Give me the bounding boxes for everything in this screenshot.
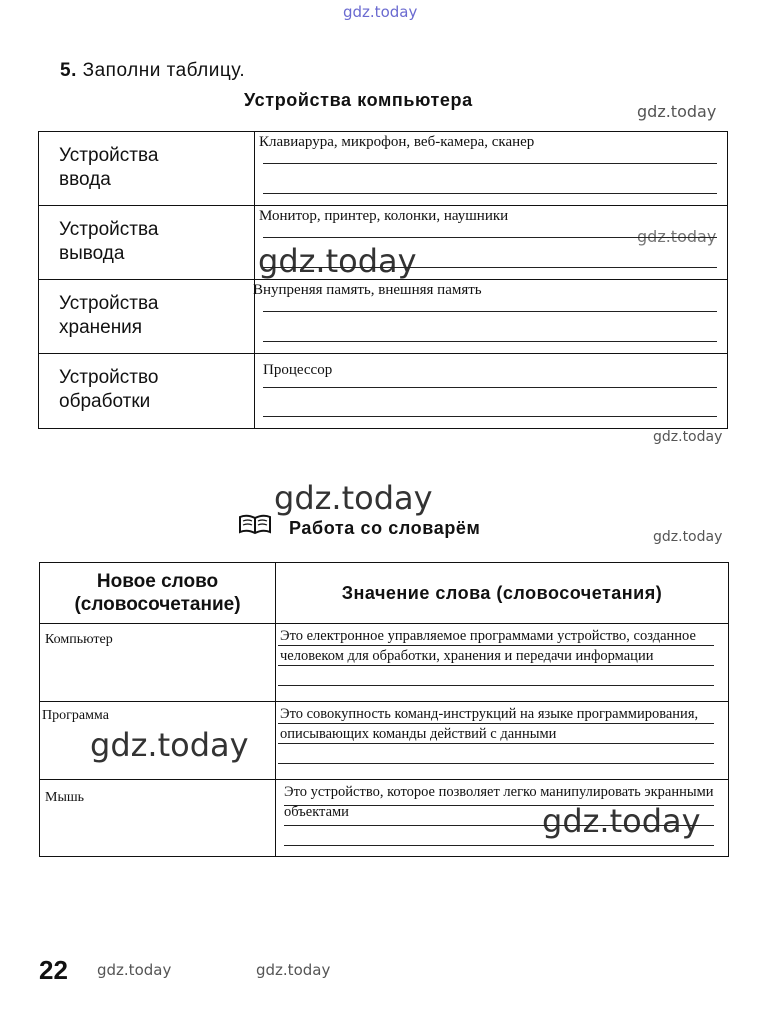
page-number: 22 [39,955,68,985]
row-label-line: Устройства [59,293,159,314]
meaning-cell[interactable] [276,702,728,779]
table-row [39,132,727,206]
answer-text: Внупреняя память, внешняя память [253,282,482,298]
watermark-large: gdz.today [258,242,417,280]
word-cell: Мышь [40,780,276,856]
answer-cell[interactable] [257,132,727,205]
watermark-large: gdz.today [90,726,249,764]
row-label [39,206,255,279]
table-row [40,702,728,780]
task-number: 5. [60,60,77,81]
header-meaning: Значение слова (словосочетания) [341,583,663,603]
row-label-line: Устройства [59,145,159,166]
row-label-line: Устройства [59,219,159,240]
answer-text: Клавиарура, микрофон, веб-камера, сканер [259,134,535,150]
table-row [40,780,728,856]
meaning-cell[interactable] [276,780,728,856]
row-label-line: хранения [59,317,143,338]
watermark: gdz.today [97,961,172,979]
watermark-large: gdz.today [542,802,701,840]
book-icon [238,513,272,540]
meaning-text: Это устройство, которое позволяет легко манипулировать экранными объектами [284,784,714,820]
table-row [39,354,727,428]
task-text: Заполни таблицу. [82,60,246,81]
watermark: gdz.today [256,961,331,979]
row-label-line: вывода [59,243,125,264]
row-label-line: обработки [59,391,151,412]
table1-title: Устройства компьютера [244,90,473,110]
header-new-word [40,563,276,623]
watermark-large: gdz.today [274,479,433,517]
row-label-line: Устройство [59,367,159,388]
row-label [39,132,255,205]
table-header [40,563,728,624]
watermark: gdz.today [653,529,723,545]
dictionary-table [39,562,729,857]
header-line: Новое слово [96,571,219,592]
answer-cell[interactable] [253,280,727,353]
answer-cell[interactable] [257,206,727,279]
watermark-top: gdz.today [343,3,418,21]
task-heading [60,60,245,82]
meaning-text: Это совокупность команд-инструкций на языке программирования, описывающих команды действий с данными [280,706,699,742]
table-row [40,624,728,702]
watermark: gdz.today [637,102,717,121]
row-label-line: ввода [59,169,111,190]
answer-text: Монитор, принтер, колонки, наушники [259,208,509,224]
row-label [39,280,255,353]
meaning-text: Это електронное управляемое программами устройство, созданное человеком для обработки, хранения и передачи информации [280,628,696,664]
devices-table [38,131,728,429]
watermark: gdz.today [637,227,717,246]
watermark: gdz.today [653,429,723,445]
table-row [39,206,727,280]
answer-text: Процессор [263,362,333,378]
dictionary-title: Работа со словарём [289,518,481,538]
answer-cell[interactable] [257,354,727,428]
word-cell: Компьютер [40,624,276,701]
word-cell: Программа [40,702,276,779]
row-label [39,354,255,428]
header-line: (словосочетание) [74,594,241,615]
table-row [39,280,727,354]
meaning-cell[interactable] [276,624,728,701]
